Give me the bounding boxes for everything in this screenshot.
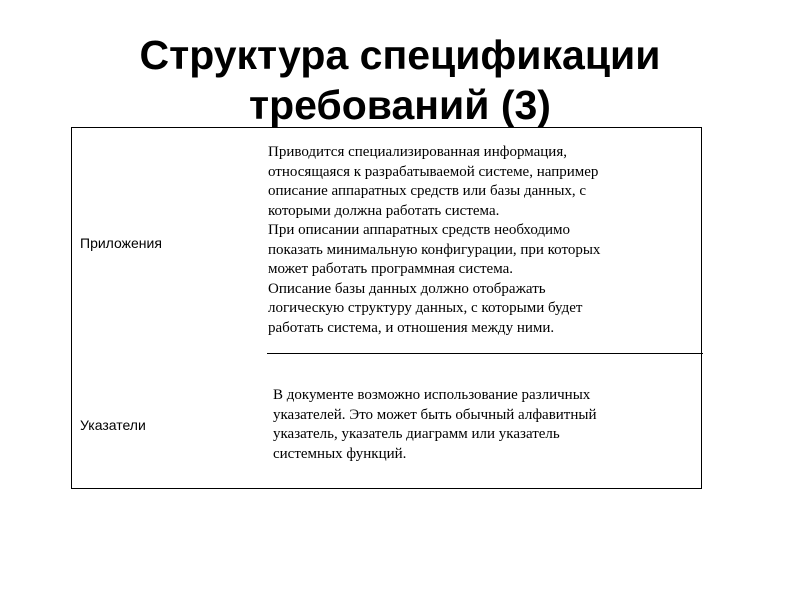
description-line: работать система, и отношения между ними. (268, 319, 555, 336)
description-line: При описании аппаратных средств необходимо (268, 222, 571, 238)
description-line: относящаяся к разрабатываемой системе, например (268, 163, 599, 180)
description-line: описание аппаратных средств или базы данных, с (268, 183, 587, 199)
requirements-table (71, 127, 702, 489)
term-indexes: Указатели (80, 417, 146, 433)
description-line: указателей. Это может быть обычный алфавитный (273, 406, 597, 423)
title-line-2: требований (3) (249, 82, 551, 128)
description-line: Приводится специализированная информация, (268, 144, 567, 160)
description-line: Описание базы данных должно отображать (268, 280, 546, 297)
term-applications: Приложения (80, 235, 162, 251)
description-line: В документе возможно использование различных (273, 387, 591, 403)
description-line: логическую структуру данных, с которыми будет (268, 300, 583, 316)
slide-title (0, 30, 800, 130)
description-line: указатель, указатель диаграмм или указатель (273, 426, 560, 442)
description-line: системных функций. (273, 445, 407, 462)
title-line-1: Структура спецификации (139, 32, 661, 78)
description-line: которыми должна работать система. (268, 202, 500, 219)
row-divider (267, 353, 703, 354)
description-indexes (273, 386, 693, 464)
description-line: показать минимальную конфигурации, при которых (268, 241, 601, 258)
description-applications (268, 143, 693, 338)
description-line: может работать программная система. (268, 261, 514, 277)
